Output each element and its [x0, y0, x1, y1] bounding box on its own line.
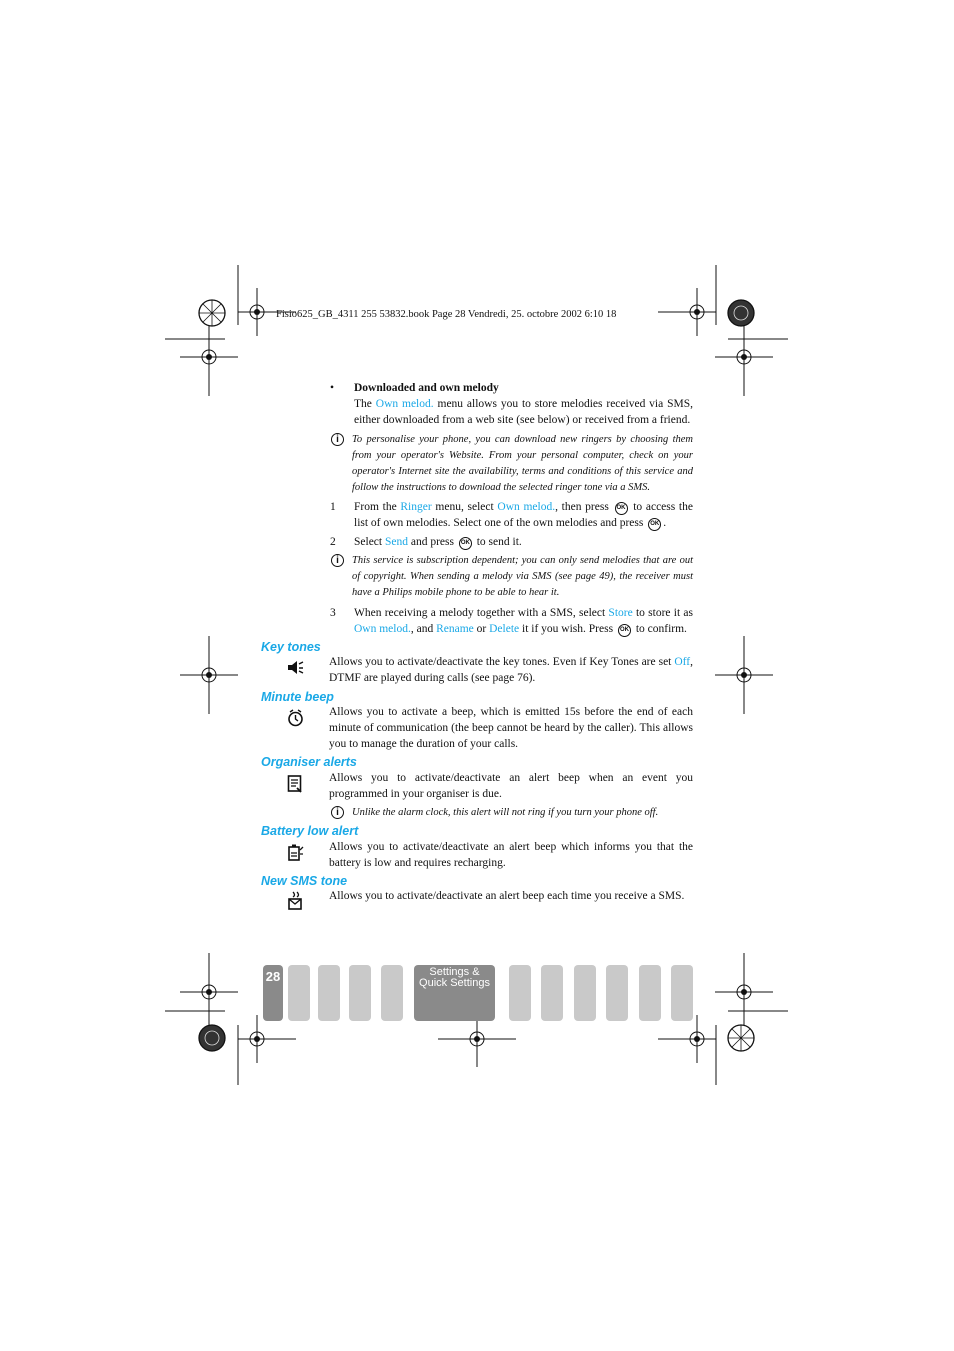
- chapter-tab: [671, 965, 693, 1021]
- chapter-tab: [288, 965, 310, 1021]
- ok-key-icon: OK: [459, 537, 472, 550]
- section-title-minute-beep: Minute beep: [261, 690, 334, 704]
- sms-envelope-icon: [287, 891, 304, 911]
- step-1-text: From the Ringer menu, select Own melod., then press OK to access the list of own melodies. Select one of the own melodies and press OK .: [354, 501, 693, 529]
- step-number: 3: [330, 607, 336, 619]
- menu-ref-own-melod: Own melod.: [497, 501, 556, 513]
- step-2-text: Select Send and press OK to send it.: [354, 536, 522, 548]
- section-title-organiser-alerts: Organiser alerts: [261, 755, 357, 769]
- organiser-alerts-description: Allows you to activate/deactivate an alert beep when an event you programmed in your organiser is due.: [329, 772, 693, 800]
- ok-key-icon: OK: [615, 502, 628, 515]
- section-title-new-sms-tone: New SMS tone: [261, 874, 348, 888]
- bullet-symbol: •: [330, 382, 335, 394]
- key-tones-description: Allows you to activate/deactivate the key tones. Even if Key Tones are set Off, DTMF are played during calls (see page 76).: [329, 656, 693, 684]
- info-icon: i: [331, 433, 344, 446]
- value-off: Off: [674, 656, 691, 668]
- battery-low-alert-description: Allows you to activate/deactivate an alert beep which informs you that the battery is low and requires recharging.: [329, 841, 693, 869]
- chapter-tab: [639, 965, 661, 1021]
- menu-ref-own-melod: Own melod.: [354, 623, 411, 635]
- menu-ref-delete: Delete: [489, 623, 520, 635]
- section-title-key-tones: Key tones: [261, 640, 321, 654]
- battery-icon: [287, 843, 304, 862]
- note-personalise: To personalise your phone, you can download new ringers by choosing them from your operator's Website. From your personal computer, check on your operator's Internet site the availability, terms and conditions of this service and follow the instructions to download the selected ringer tone via a SMS.: [352, 434, 693, 493]
- minute-clock-icon: [287, 709, 304, 727]
- ok-key-icon: OK: [648, 518, 661, 531]
- chapter-tab-label-line2: Quick Settings: [419, 977, 490, 989]
- info-icon: i: [331, 554, 344, 567]
- chapter-tab: [574, 965, 596, 1021]
- menu-ref-store: Store: [608, 607, 633, 619]
- bullet-paragraph: The Own melod. menu allows you to store melodies received via SMS, either downloaded from a web site (see below) or received from a friend.: [354, 398, 693, 426]
- organiser-calendar-icon: [287, 774, 303, 794]
- step-number: 2: [330, 536, 336, 548]
- step-3-text: When receiving a melody together with a SMS, select Store to store it as Own melod., and Rename or Delete it if you wish. Press OK to confirm.: [354, 607, 693, 635]
- page-number: 28: [263, 965, 283, 1021]
- info-icon: i: [331, 806, 344, 819]
- step-number: 1: [330, 501, 336, 513]
- chapter-tab: [606, 965, 628, 1021]
- chapter-tab-label-line1: Settings &: [429, 966, 480, 978]
- print-header: Fisio625_GB_4311 255 53832.book Page 28 Vendredi, 25. octobre 2002 6:10 18: [276, 309, 617, 320]
- chapter-tab: [509, 965, 531, 1021]
- menu-ref-rename: Rename: [436, 623, 474, 635]
- chapter-tab: [381, 965, 403, 1021]
- bullet-title: Downloaded and own melody: [354, 382, 499, 394]
- new-sms-tone-description: Allows you to activate/deactivate an alert beep each time you receive a SMS.: [329, 890, 685, 902]
- chapter-tab: [318, 965, 340, 1021]
- menu-ref-own-melod: Own melod.: [375, 398, 434, 410]
- chapter-tab: [541, 965, 563, 1021]
- note-subscription: This service is subscription dependent; you can only send melodies that are out of copyright. When sending a melody via SMS (see page 49), the receiver must have a Philips mobile phone to be able to hear it.: [352, 555, 693, 598]
- keypad-speaker-icon: [287, 660, 304, 675]
- section-title-battery-low-alert: Battery low alert: [261, 824, 359, 838]
- chapter-tab: [349, 965, 371, 1021]
- organiser-alerts-note: Unlike the alarm clock, this alert will not ring if you turn your phone off.: [352, 807, 659, 818]
- menu-ref-send: Send: [384, 536, 408, 548]
- menu-ref-ringer: Ringer: [400, 501, 432, 513]
- chapter-tab-current: [414, 965, 495, 1021]
- ok-key-icon: OK: [618, 624, 631, 637]
- minute-beep-description: Allows you to activate a beep, which is emitted 15s before the end of each minute of communication (the beep cannot be heard by the caller). This allows you to manage the duration of your calls.: [329, 706, 693, 750]
